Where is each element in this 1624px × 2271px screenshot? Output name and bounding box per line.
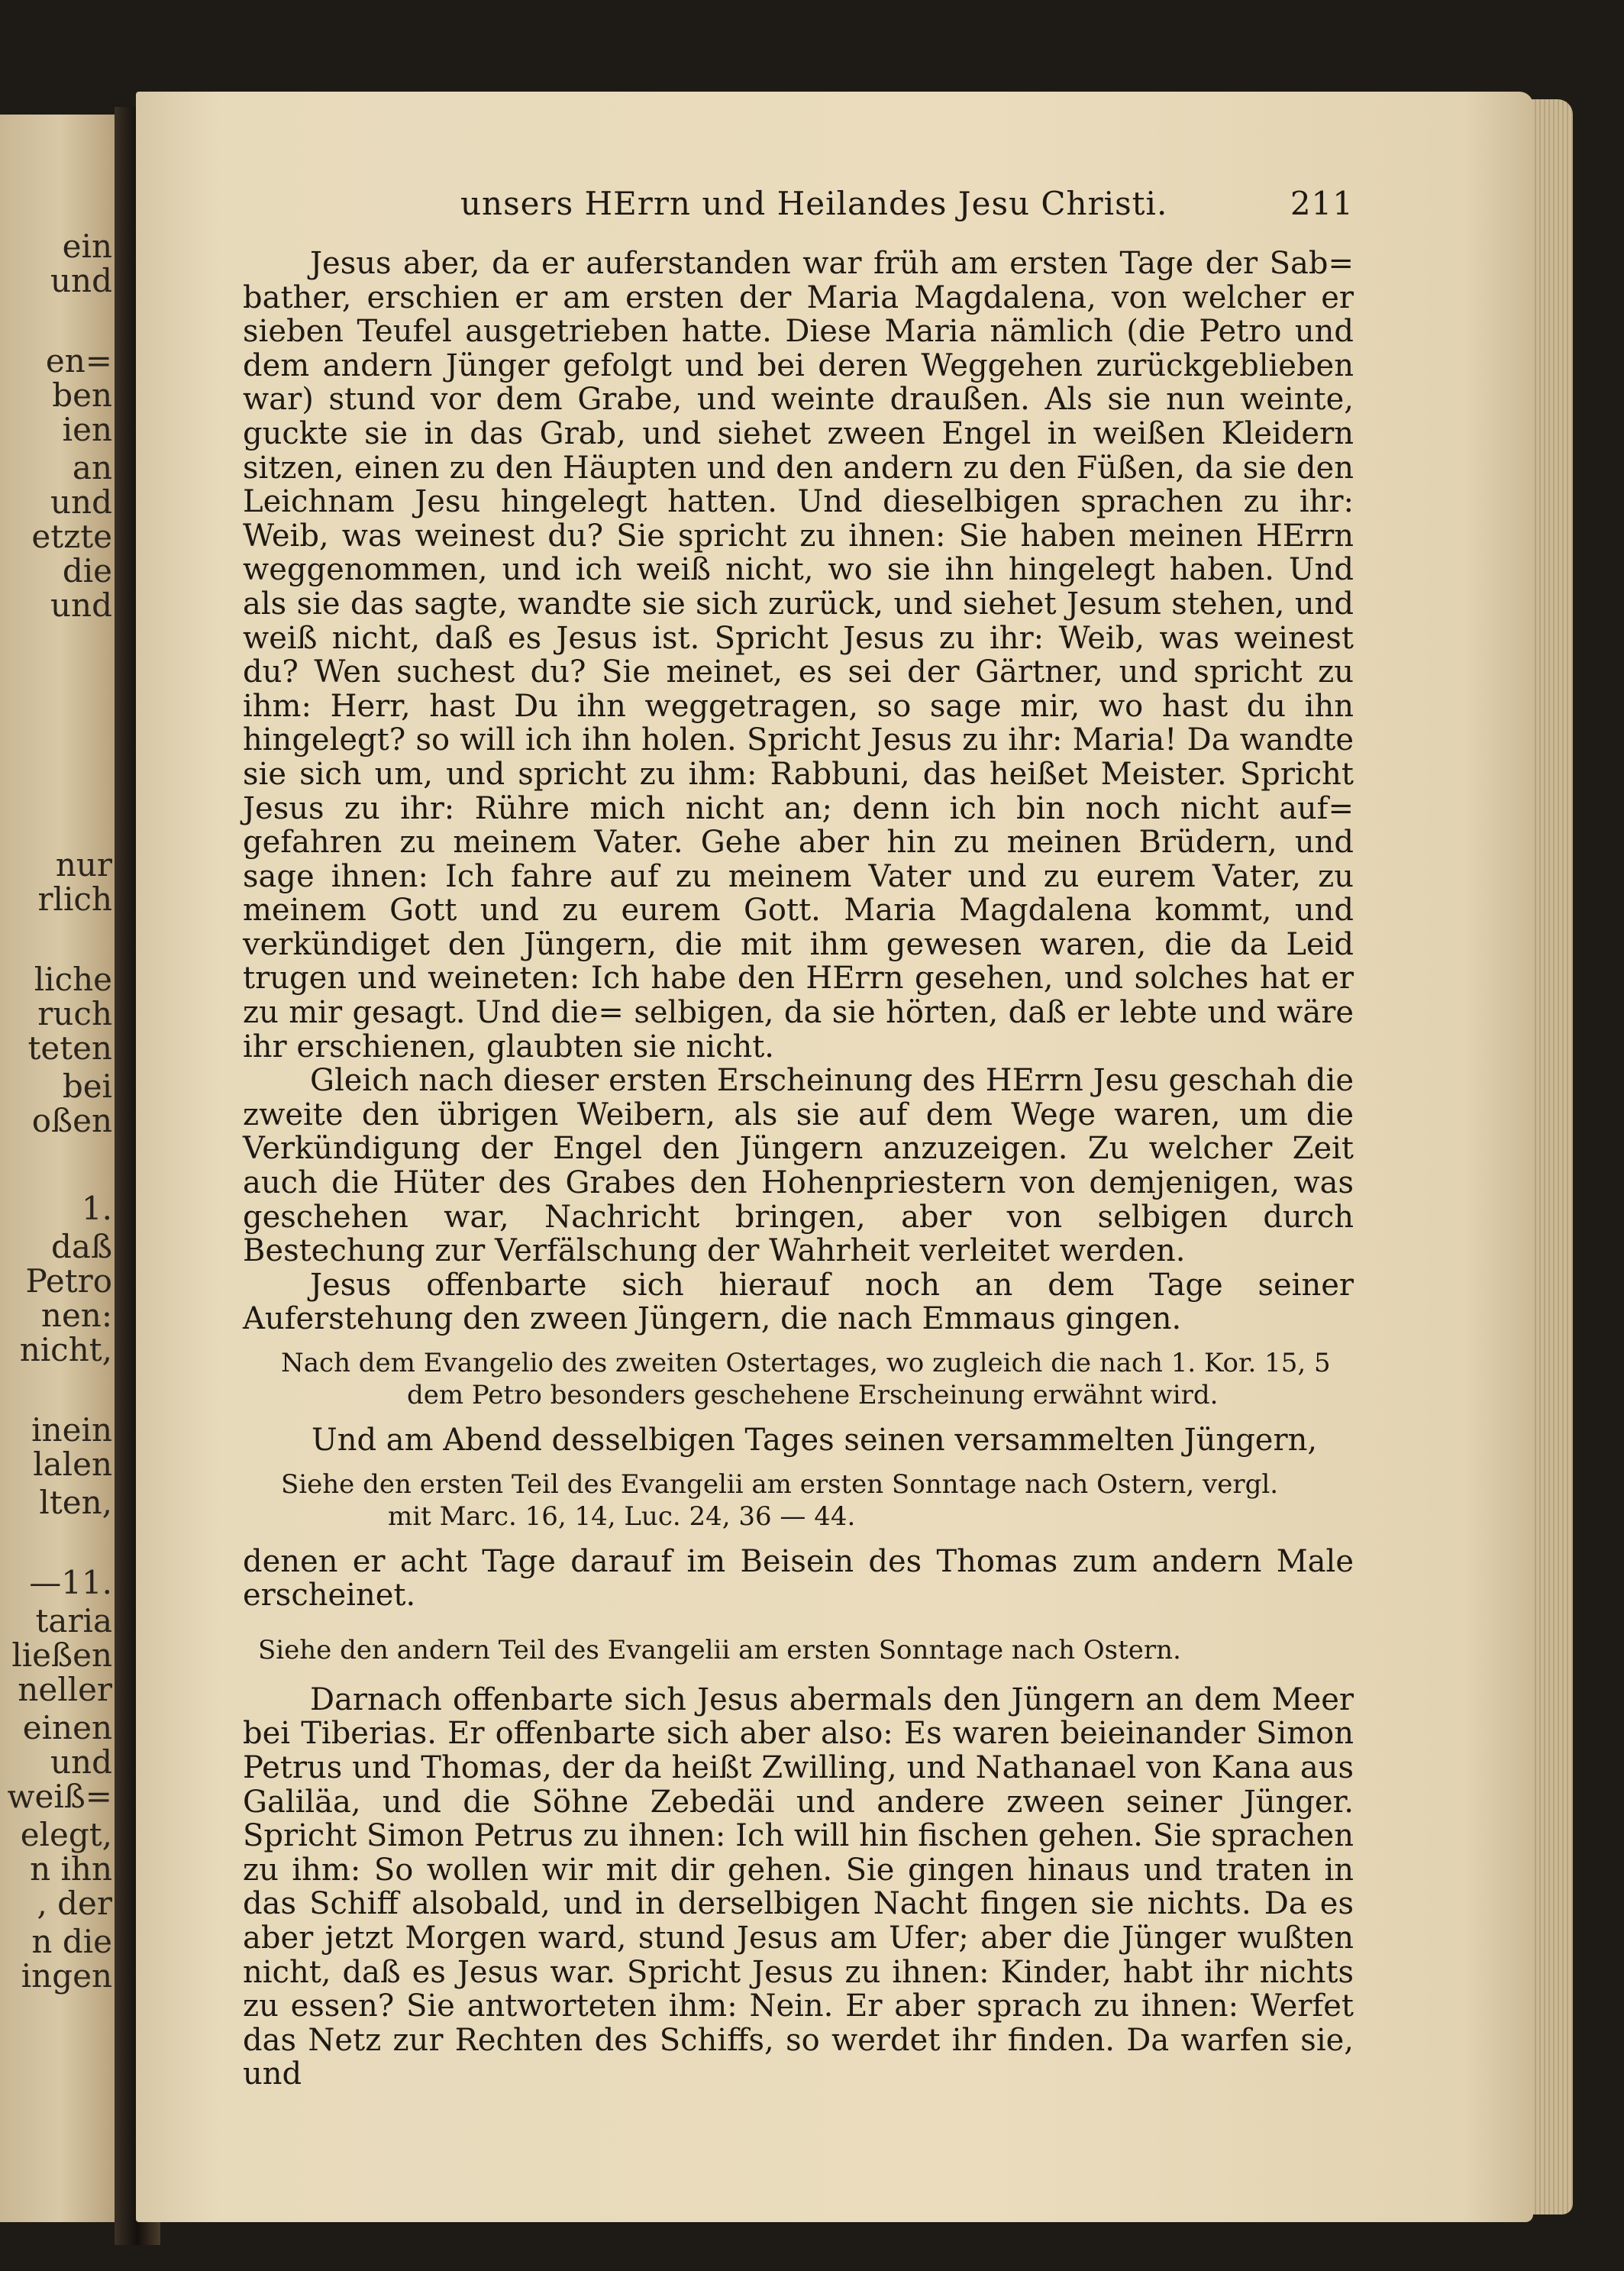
left-page-text-fragment: nicht, (19, 1331, 112, 1368)
page-content (243, 187, 1354, 2092)
left-page-text-fragment: und (50, 262, 112, 299)
left-page-text-fragment: und (50, 586, 112, 624)
note-line: dem Petro besonders geschehene Erscheinung erwähnt wird. (407, 1380, 1219, 1410)
page-header (243, 187, 1354, 231)
left-page-text-fragment: weiß= (7, 1778, 112, 1815)
page-edges (1527, 99, 1573, 2214)
left-page-text-fragment: neller (18, 1671, 112, 1708)
left-page-text-fragment: bei (62, 1068, 112, 1105)
left-page-text-fragment: n ihn (30, 1850, 112, 1888)
footnote-reference (243, 1347, 1354, 1411)
left-page-text-fragment: daß (51, 1228, 112, 1265)
left-page-text-fragment: an (72, 449, 112, 486)
left-page-text-fragment: ließen (11, 1636, 112, 1674)
left-page-text-fragment: oßen (31, 1102, 112, 1139)
left-page-text-fragment: einen (22, 1709, 112, 1746)
left-page-text-fragment: lalen (33, 1446, 112, 1483)
left-page-text-fragment: ruch (37, 995, 112, 1032)
left-page-text-fragment: nur (55, 846, 112, 884)
footnote-reference (243, 1468, 1354, 1533)
left-page-text-fragment: en= (45, 342, 112, 380)
left-page-text-fragment: ben (52, 376, 112, 414)
left-page-text-fragment: 1. (81, 1190, 112, 1227)
page-number: 211 (1290, 185, 1354, 222)
paragraph: Darnach offenbarte sich Jesus abermals den Jüngern an dem Meer bei Tiberias. Er offenbarte sich aber also: Es waren beieinander Simon Petrus und Thomas, der da heißt Zwilling, und Nathanael von Kana aus Galiläa, und die Söhne Zebedäi und andere zween seiner Jünger. Spricht Simon Petrus zu ihnen: Ich will hin fischen gehen. Sie sprachen zu ihm: So wollen wir mit dir gehen. Sie gingen hinaus und traten in das Schiff alsobald, und in derselbigen Nacht fingen sie nichts. Da es aber jetzt Morgen ward, stund Jesus am Ufer; aber die Jünger wußten nicht, daß es Jesus war. Spricht Jesus zu ihnen: Kinder, habt ihr nichts zu essen? Sie antworteten ihm: Nein. Er aber sprach zu ihnen: Werfet das Netz zur Rechten des Schiffs, so werdet ihr finden. Da warfen sie, und (243, 1681, 1354, 2092)
left-page-text-fragment: etzte (31, 518, 112, 555)
left-page-text-fragment: und (50, 483, 112, 521)
left-page-text-fragment: die (62, 552, 112, 590)
left-page-text-fragment: , der (37, 1885, 112, 1922)
left-page-text-fragment: n die (31, 1923, 112, 1960)
left-page-text-fragment: ien (62, 411, 112, 448)
left-page-text-fragment: elegt, (20, 1816, 112, 1853)
left-page-text-fragment: teten (27, 1029, 112, 1067)
left-page (0, 115, 134, 2222)
left-page-text-fragment: lten, (39, 1484, 112, 1521)
left-page-text-fragment: ingen (21, 1957, 112, 1995)
left-page-text-fragment: taria (35, 1602, 112, 1639)
left-page-text-fragment: und (50, 1743, 112, 1781)
note-line: Siehe den ersten Teil des Evangelii am ersten Sonntage nach Ostern, vergl. (281, 1468, 1279, 1500)
paragraph: Gleich nach dieser ersten Erscheinung des HErrn Jesu geschah die zweite den übrigen Weibern, als sie auf dem Wege waren, um die Verkündigung der Engel den Jüngern anzuzeigen. Zu welcher Zeit auch die Hüter des Grabes den Hohenpriestern von demjenigen, was geschehen war, Nachricht bringen, aber von selbigen durch Bestechung zur Verfälschung der Wahrheit verleitet werden. (243, 1063, 1354, 1269)
paragraph: denen er acht Tage darauf im Beisein des Thomas zum andern Male erscheinet. (243, 1543, 1354, 1614)
left-page-text-fragment: —11. (29, 1564, 112, 1601)
paragraph: Jesus aber, da er auferstanden war früh am ersten Tage der Sab= bather, erschien er am ersten der Maria Magdalena, von welcher er sieben Teufel ausgetrieben hatte. Diese Maria nämlich (die Petro und dem andern Jünger gefolgt und bei deren Weggehen zurückgeblieben war) stund vor dem Grabe, und weinte draußen. Als sie nun weinte, guckte sie in das Grab, und siehet zween Engel in weißen Kleidern sitzen, einen zu den Häupten und den andern zu den Füßen, da sie den Leichnam Jesu hingelegt hatten. Und dieselbigen sprachen zu ihr: Weib, was weinest du? Sie spricht zu ihnen: Sie haben meinen HErrn weggenommen, und ich weiß nicht, wo sie ihn hingelegt haben. Und als sie das sagte, wandte sie sich zurück, und siehet Jesum stehen, und weiß nicht, daß es Jesus ist. Spricht Jesus zu ihr: Weib, was weinest du? Wen suchest du? Sie meinet, es sei der Gärtner, und spricht zu ihm: Herr, hast Du ihn weggetragen, so sage mir, wo hast du ihn hingelegt? so will ich ihn holen. Spricht Jesus zu ihr: Maria! Da wandte sie sich um, und spricht zu ihm: Rabbuni, das heißet Meister. Spricht Jesus zu ihr: Rühre mich nicht an; denn ich bin noch nicht auf= gefahren zu meinem Vater. Gehe aber hin zu meinen Brüdern, und sage ihnen: Ich fahre auf zu meinem Vater und zu eurem Vater, zu meinem Gott und zu eurem Gott. Maria Magdalena kommt, und verkündiget den Jüngern, die mit ihm gewesen waren, die da Leid trugen und weineten: Ich habe den HErrn gesehen, und solches hat er zu mir gesagt. Und die= selbigen, da sie hörten, daß er lebte und wäre ihr erschienen, glaubten sie nicht. (243, 246, 1354, 1064)
left-page-text-fragment: rlich (37, 880, 112, 918)
note-line: Nach dem Evangelio des zweiten Ostertages, wo zugleich die nach 1. Kor. 15, 5 (281, 1348, 1331, 1378)
running-title: unsers HErrn und Heilandes Jesu Christi. (460, 185, 1168, 222)
footnote-reference: Siehe den andern Teil des Evangelii am ersten Sonntage nach Ostern. (258, 1634, 1181, 1665)
paragraph: Jesus offenbarte sich hierauf noch an dem Tage seiner Auferstehung den zween Jüngern, die nach Emmaus gingen. (243, 1267, 1354, 1337)
section-heading: Und am Abend desselbigen Tages seinen versammelten Jüngern, (312, 1423, 1318, 1458)
note-line: mit Marc. 16, 14, Luc. 24, 36 — 44. (388, 1501, 856, 1532)
left-page-text-fragment: inein (31, 1411, 112, 1449)
left-page-text-fragment: liche (34, 961, 112, 998)
left-page-text-fragment: nen: (40, 1297, 112, 1334)
left-page-text-fragment: ein (62, 228, 112, 265)
left-page-text-fragment: Petro (25, 1262, 112, 1300)
